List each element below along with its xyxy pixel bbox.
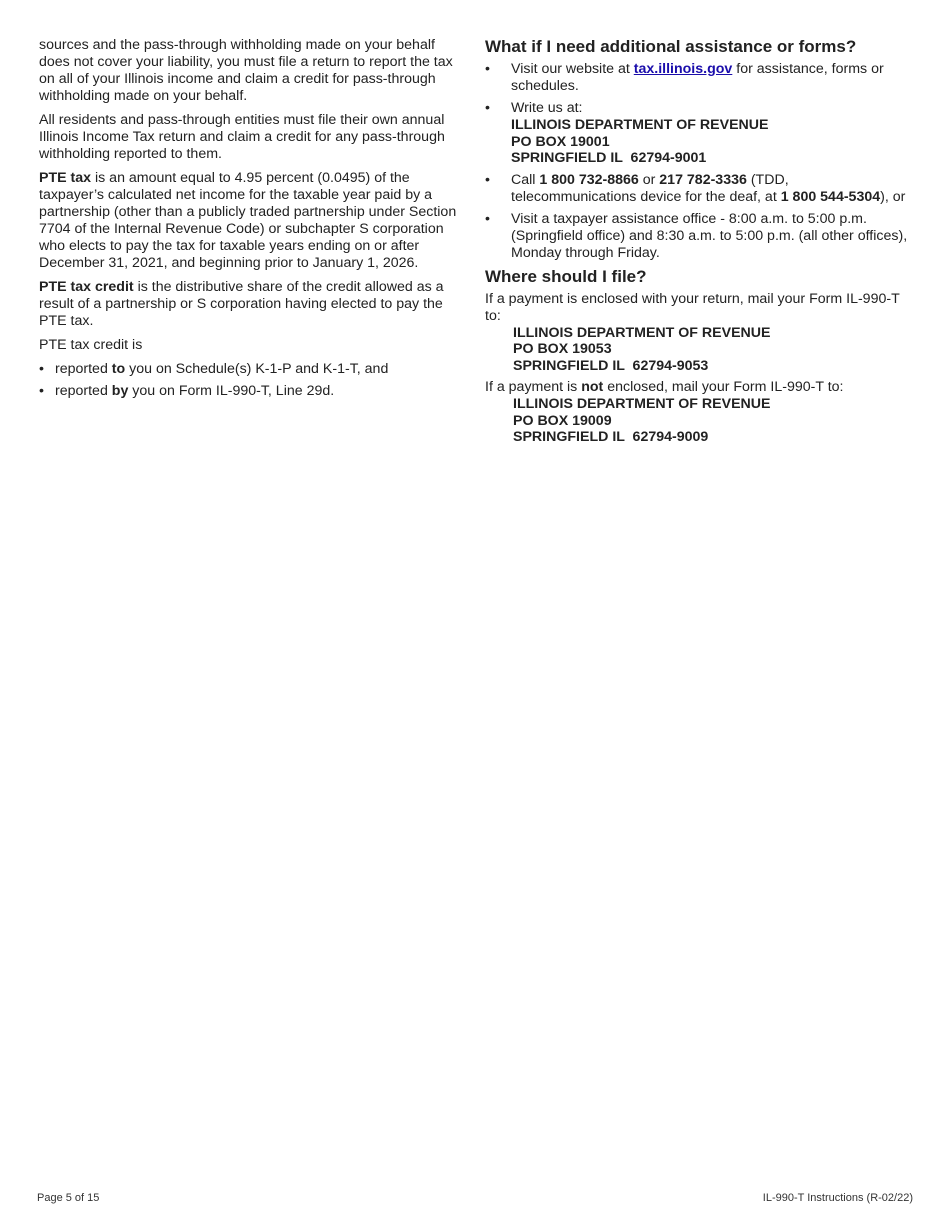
website-link[interactable]: tax.illinois.gov [633, 61, 733, 77]
tdd-number: 1 800 544-5304 [780, 188, 881, 205]
paragraph-payment-enclosed: If a payment is enclosed with your return, mail your Form IL-990-T to: [485, 290, 900, 324]
mailing-address: ILLINOIS DEPARTMENT OF REVENUE PO BOX 19001 SPRINGFIELD IL 62794-9001 [511, 117, 769, 166]
list-item: • reported to you on Schedule(s) K-1-P and K-1-T, and [39, 361, 469, 378]
list-item: • Visit a taxpayer assistance office - 8:00 a.m. to 5:00 p.m. (Springfield office) and 8:30 a.m. to 5:00 p.m. (all other offices), Monday through Friday. [485, 211, 915, 262]
term-pte-tax-credit: PTE tax credit [39, 279, 134, 295]
assistance-list [485, 61, 915, 262]
form-identifier: IL-990-T Instructions (R-02/22) [762, 1192, 913, 1204]
list-item: • Call 1 800 732-8866 or 217 782-3336 (TDD, telecommunications device for the deaf, at 1 800 544-5304), or [485, 172, 915, 206]
left-column [39, 37, 469, 405]
paragraph-residents: All residents and pass-through entities must file their own annual Illinois Income Tax return and claim a credit for any pass-through withholding reported to them. [39, 112, 445, 162]
paragraph-liability: sources and the pass-through withholding made on your behalf does not cover your liability, you must file a return to report the tax on all of your Illinois income and claim a credit for pass-through withholding made on your behalf. [39, 37, 453, 104]
phone-number: 217 782-3336 [659, 171, 747, 188]
paragraph-credit-is: PTE tax credit is [39, 337, 143, 353]
paragraph-pte-tax-credit: PTE tax credit is the distributive share of the credit allowed as a result of a partnership or S corporation having elected to pay the PTE tax. [39, 279, 444, 329]
list-item: • reported by you on Form IL-990-T, Line 29d. [39, 383, 469, 400]
page-number: Page 5 of 15 [37, 1192, 100, 1204]
payment-address: ILLINOIS DEPARTMENT OF REVENUE PO BOX 19053 SPRINGFIELD IL 62794-9053 [513, 324, 771, 374]
heading-assistance: What if I need additional assistance or forms? [485, 37, 857, 56]
paragraph-pte-tax: PTE tax is an amount equal to 4.95 percent (0.0495) of the taxpayer’s calculated net income for the taxable year paid by a partnership (other than a publicly traded partnership under Section 7704 of the Internal Revenue Code) or subchapter S corporation who elects to pay the tax for taxable years ending on or after December 31, 2021, and beginning prior to January 1, 2026. [39, 170, 457, 271]
list-item: • Visit our website at tax.illinois.gov for assistance, forms or schedules. [485, 61, 915, 95]
credit-list [39, 361, 469, 400]
heading-where-file: Where should I file? [485, 266, 647, 286]
right-column [485, 37, 915, 446]
list-item: • Write us at: ILLINOIS DEPARTMENT OF REVENUE PO BOX 19001 SPRINGFIELD IL 62794-9001 [485, 100, 915, 167]
term-pte-tax: PTE tax [39, 170, 92, 186]
phone-number: 1 800 732-8866 [539, 171, 639, 188]
paragraph-no-payment: If a payment is not enclosed, mail your Form IL-990-T to: [485, 379, 844, 395]
no-payment-address: ILLINOIS DEPARTMENT OF REVENUE PO BOX 19009 SPRINGFIELD IL 62794-9009 [513, 396, 771, 445]
